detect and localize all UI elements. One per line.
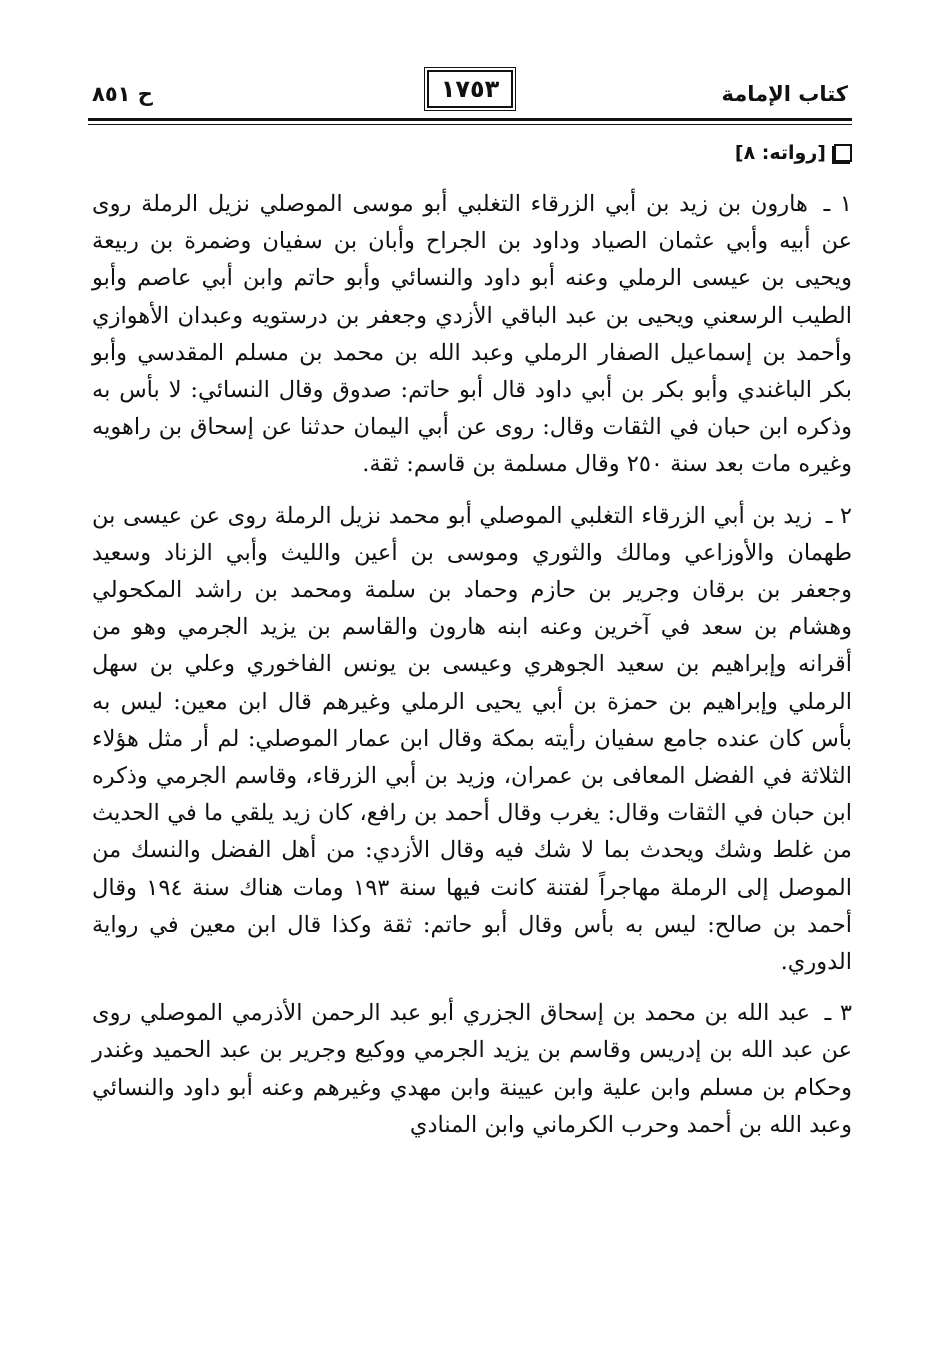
header-divider <box>88 118 852 125</box>
entry-text: زيد بن أبي الزرقاء التغلبي الموصلي أبو محمد نزيل الرملة روى عن عيسى بن طهمان والأوزاعي ومالك والثوري وموسى بن أعين والليث وأبي الزناد وسعيد وجعفر بن برقان وجرير بن حازم وحماد بن سلمة ومحمد بن راشد المكحولي وهشام بن سعد في آخرين وعنه ابنه هارون والقاسم بن يزيد الجرمي وهو من أقرانه وإبراهيم بن سعيد الجوهري وعيسى بن يونس الفاخوري وعلي بن سهل الرملي وإبراهيم بن حمزة بن أبي يحيى الرملي وغيرهم قال ابن معين: ليس به بأس كان عنده جامع سفيان رأيته بمكة وقال ابن عمار الموصلي: لم أر مثل هؤلاء الثلاثة في الفضل المعافى بن عمران، وزيد بن أبي الزرقاء، وقاسم الجرمي وذكره ابن حبان في الثقات وقال: يغرب وقال أحمد بن رافع، كان زيد يلقي ما في الحديث من غلط وشك ويحدث بما لا شك فيه وقال الأزدي: من أهل الفضل والنسك من الموصل إلى الرملة مهاجراً لفتنة كانت فيها سنة ١٩٣ ومات هناك سنة ١٩٤ وقال أحمد بن صالح: ليس به بأس وقال أبو حاتم: ثقة وكذا قال ابن معين في رواية الدوري. <box>92 502 852 976</box>
entry-number: ١ ـ <box>823 191 853 217</box>
book-title: كتاب الإمامة <box>721 82 848 106</box>
square-bullet-icon <box>834 144 852 162</box>
entry-text: عبد الله بن محمد بن إسحاق الجزري أبو عبد الرحمن الأذرمي الموصلي روى عن عبد الله بن إدريس وقاسم بن يزيد الجرمي ووكيع وجرير بن عبد الحميد وغندر وحكام بن مسلم وابن علية وابن عيينة وابن مهدي وغيرهم وعنه أبو داود والنسائي وعبد الله بن أحمد وحرب الكرماني وابن المنادي <box>92 1000 852 1138</box>
page-header <box>88 70 852 122</box>
hadith-reference: ح ٨٥١ <box>92 82 153 106</box>
section-heading <box>735 142 852 164</box>
page-number: ١٧٥٣ <box>427 70 513 108</box>
narrator-entry-1 <box>92 186 852 484</box>
entry-number: ٢ ـ <box>825 502 852 529</box>
narrator-entry-2 <box>92 498 852 982</box>
entry-text: هارون بن زيد بن أبي الزرقاء التغلبي أبو موسى الموصلي نزيل الرملة روى عن أبيه وأبي عثمان الصياد وداود بن الجراح وأبان بن سفيان وضمرة بن ربيعة ويحيى بن عيسى الرملي وعنه أبو داود والنسائي وأبو حاتم وابن أبي عاصم وأبو الطيب الرسعني ويحيى بن عبد الباقي الأزدي وجعفر بن درستويه وعبدان الأهوازي وأحمد بن إسماعيل الصفار الرملي وعبد الله بن محمد بن مسلم المقدسي وأبو بكر الباغندي وأبو بكر بن أبي داود قال أبو حاتم: صدوق وقال النسائي: لا بأس به وذكره ابن حبان في الثقات وقال: روى عن أبي اليمان حدثنا عن إسحاق بن راهويه وغيره مات بعد سنة ٢٥٠ وقال مسلمة بن قاسم: ثقة. <box>92 191 852 478</box>
section-heading-text: [رواته: ٨] <box>734 142 826 164</box>
narrators-list <box>92 186 852 1158</box>
narrator-entry-3 <box>92 995 852 1144</box>
entry-number: ٣ ـ <box>824 1000 852 1027</box>
